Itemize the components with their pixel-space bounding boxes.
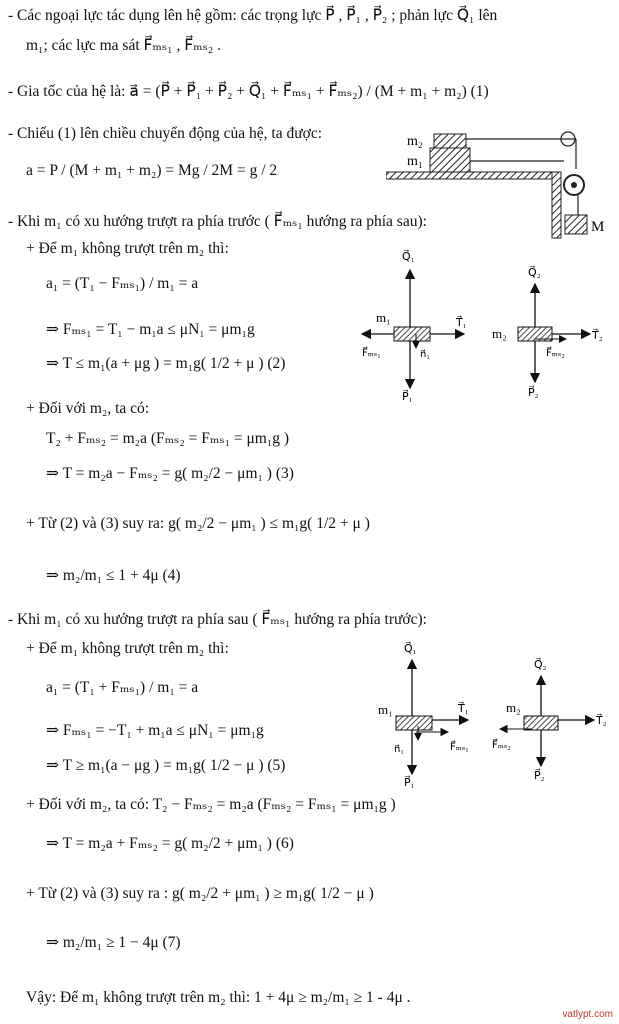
fbd1-m1-n-label: n⃗₁ [420, 349, 430, 360]
fbd2-m2-label: m₂ [506, 700, 521, 715]
equation-5: ⇒ T ≥ m₁(a − μg ) = m₁g( 1/2 − μ ) (5) [46, 757, 286, 774]
fbd1-m2-label: m₂ [492, 326, 507, 341]
equation-line: ⇒ Fₘₛ₁ = T₁ − m₁a ≤ μN₁ = μm₁g [46, 321, 255, 338]
text-line: - Khi m₁ có xu hướng trượt ra phía trước ( F⃗ₘₛ₁ hướng ra phía sau): [8, 213, 427, 230]
equation-line: + Từ (2) và (3) suy ra : g( m₂/2 + μm₁ ) ≥ m₁g( 1/2 − μ ) [26, 885, 374, 902]
text-line: m₁; các lực ma sát F⃗ₘₛ₁ , F⃗ₘₛ₂ . [26, 37, 221, 54]
fbd2-m2-F-label: F⃗ₘₛ₂ [492, 740, 511, 751]
equation-line: a = P / (M + m₁ + m₂) = Mg / 2M = g / 2 [26, 162, 278, 179]
fbd1-m2-T-label: T⃗₂ [592, 330, 603, 342]
fbd1-m1-Q-label: Q⃗₁ [402, 251, 415, 263]
table-surface [386, 172, 561, 179]
equation-4: ⇒ m₂/m₁ ≤ 1 + 4μ (4) [46, 567, 181, 584]
equation-line: + Từ (2) và (3) suy ra: g( m₂/2 − μm₁ ) ≤ m₁g( 1/2 + μ ) [26, 515, 370, 532]
text-line: + Đối với m₂, ta có: T₂ − Fₘₛ₂ = m₂a (Fₘₛ₂ = Fₘₛ₁ = μm₁g ) [26, 796, 396, 813]
fbd2-m1-label: m₁ [378, 702, 393, 717]
equation-1: - Gia tốc của hệ là: a⃗ = (P⃗ + P⃗₁ + P⃗₂ + Q⃗₁ + F⃗ₘₛ₁ + F⃗ₘₛ₂) / (M + m₁ + m₂) (1) [8, 83, 489, 100]
text-line: - Chiếu (1) lên chiều chuyển động của hệ, ta được: [8, 125, 323, 142]
fbd-set-1 [352, 244, 616, 404]
conclusion-line: Vậy: Để m₁ không trượt trên m₂ thì: 1 + 4μ ≥ m₂/m₁ ≥ 1 - 4μ . [26, 989, 411, 1006]
fbd2-block-m1 [396, 716, 432, 730]
fbd2-m2-T-label: T⃗₂ [596, 715, 607, 727]
label-m2: m₂ [407, 134, 423, 149]
equation-6: ⇒ T = m₂a + Fₘₛ₂ = g( m₂/2 + μm₁ ) (6) [46, 835, 294, 852]
fbd2-m1-F-label: F⃗ₘₛ₁ [450, 742, 469, 753]
equation-line: ⇒ Fₘₛ₁ = −T₁ + m₁a ≤ μN₁ = μm₁g [46, 722, 264, 739]
label-M: M [591, 219, 605, 235]
block-M [565, 215, 587, 234]
label-m1: m₁ [407, 154, 423, 169]
fbd1-m1-F-label: F⃗ₘₛ₁ [362, 348, 381, 359]
fbd2-m1-Q-label: Q⃗₁ [404, 643, 417, 655]
equation-line: T₂ + Fₘₛ₂ = m₂a (Fₘₛ₂ = Fₘₛ₁ = μm₁g ) [46, 430, 290, 447]
equation-7: ⇒ m₂/m₁ ≥ 1 − 4μ (7) [46, 934, 181, 951]
block-m1 [430, 148, 470, 172]
watermark: vatlypt.com [562, 1009, 613, 1020]
text-line: - Khi m₁ có xu hướng trượt ra phía sau ( F⃗ₘₛ₁ hướng ra phía trước): [8, 611, 427, 628]
fbd1-m1-T-label: T⃗₁ [456, 317, 467, 329]
fbd2-m1-T-label: T⃗₁ [458, 703, 469, 715]
equation-2: ⇒ T ≤ m₁(a + μg ) = m₁g( 1/2 + μ ) (2) [46, 355, 286, 372]
fbd2-block-m2 [524, 716, 558, 730]
pulley-axle [571, 182, 577, 188]
pulley-figure [386, 125, 616, 240]
fbd1-m2-Q-label: Q⃗₂ [528, 267, 541, 279]
equation-line: a₁ = (T₁ − Fₘₛ₁) / m₁ = a [46, 275, 199, 292]
fbd1-m1-label: m₁ [376, 310, 391, 325]
text-line: - Các ngoại lực tác dụng lên hệ gồm: các trọng lực P⃗ , P⃗₁ , P⃗₂ ; phản lực Q⃗₁ lên [8, 7, 498, 24]
fbd-set-2 [354, 640, 616, 805]
text-line: + Để m₁ không trượt trên m₂ thì: [26, 640, 229, 657]
fbd1-m1-P-label: P⃗₁ [402, 391, 413, 403]
fbd2-m2-P-label: P⃗₂ [534, 770, 545, 782]
fbd1-m2-P-label: P⃗₂ [528, 387, 539, 399]
text-line: + Để m₁ không trượt trên m₂ thì: [26, 240, 229, 257]
fbd1-m2-F-label: F⃗ₘₛ₂ [546, 348, 565, 359]
equation-3: ⇒ T = m₂a − Fₘₛ₂ = g( m₂/2 − μm₁ ) (3) [46, 465, 294, 482]
fbd2-m1-n-label: n⃗₁ [394, 744, 404, 755]
block-m2 [434, 134, 466, 148]
fbd1-block-m1 [394, 327, 430, 341]
equation-line: a₁ = (T₁ + Fₘₛ₁) / m₁ = a [46, 679, 199, 696]
fbd2-m2-Q-label: Q⃗₂ [534, 659, 547, 671]
fbd2-m1-P-label: P⃗₁ [404, 777, 415, 789]
text-line: + Đối với m₂, ta có: [26, 400, 150, 417]
table-leg [552, 172, 561, 238]
